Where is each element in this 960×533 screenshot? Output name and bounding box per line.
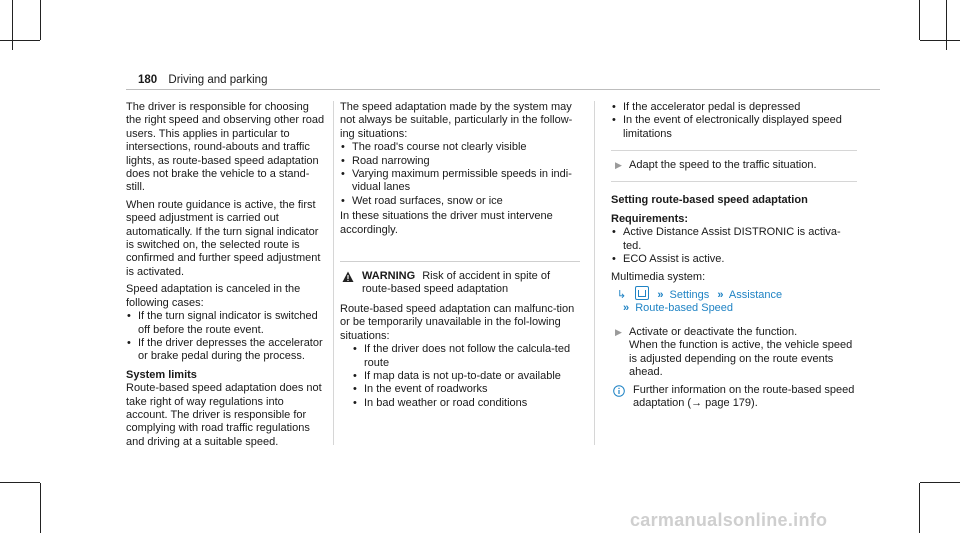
step-detail: When the function is active, the vehicle speed is adjusted depending on the route events ahead. bbox=[629, 339, 853, 379]
warning-box bbox=[340, 261, 580, 410]
info-icon bbox=[613, 385, 625, 397]
menu-path-item: Assistance bbox=[728, 289, 783, 302]
column-left bbox=[126, 101, 326, 453]
list-item: • If map data is not up-to-date or available bbox=[352, 370, 580, 383]
section-title: Driving and parking bbox=[168, 74, 268, 86]
list-item: • Varying maximum permissible speeds in indi-vidual lanes bbox=[340, 168, 580, 195]
crop-mark bbox=[919, 0, 920, 40]
list-item: • In the event of roadworks bbox=[352, 383, 580, 396]
step-arrow-icon: ▶ bbox=[615, 326, 622, 337]
column-middle bbox=[340, 101, 580, 410]
list-item: • In the event of electronically displayed speed limitations bbox=[611, 114, 857, 141]
separator bbox=[611, 150, 857, 151]
chevron-icon: » bbox=[717, 289, 724, 302]
step-arrow-icon: ▶ bbox=[615, 160, 622, 171]
column-divider bbox=[594, 101, 595, 445]
column-right bbox=[611, 101, 857, 410]
list-item: • Road narrowing bbox=[340, 155, 580, 168]
page-reference-link[interactable]: → page 179 bbox=[691, 396, 752, 409]
watermark: carmanualsonline.info bbox=[630, 510, 828, 530]
home-icon bbox=[635, 286, 649, 300]
list-item: • Wet road surfaces, snow or ice bbox=[340, 195, 580, 208]
list-item: • In bad weather or road conditions bbox=[352, 397, 580, 410]
multimedia-label: Multimedia system: bbox=[611, 270, 706, 283]
list-item: • Active Distance Assist DISTRONIC is activa-ted. bbox=[611, 226, 857, 253]
crop-mark bbox=[946, 0, 947, 50]
crop-mark bbox=[40, 0, 41, 40]
crop-mark bbox=[0, 482, 40, 483]
chevron-icon: » bbox=[623, 302, 630, 315]
list-item: • If the driver does not follow the calcula-ted route bbox=[352, 343, 580, 370]
return-arrow-icon: ↳ bbox=[617, 289, 627, 302]
crop-mark bbox=[920, 482, 960, 483]
list-item: • If the driver depresses the accelerator or brake pedal during the process. bbox=[126, 337, 326, 364]
paragraph: When route guidance is active, the first speed adjustment is carried out automatically. If the turn signal indicator is switched on, the selected route is confirmed and further speed adjustment is activated. bbox=[126, 198, 321, 278]
paragraph: Speed adaptation is canceled in the following cases: bbox=[126, 283, 301, 309]
paragraph: The driver is responsible for choosing the right speed and observing other road users. This applies in particular to intersections, round-abouts and traffic lights, as route-based speed adaptation does not brake the vehicle to a stand-still. bbox=[126, 101, 325, 194]
page-number: 180 bbox=[138, 74, 158, 86]
crop-mark bbox=[0, 40, 40, 41]
note-text: Further information on the route-based speed adaptation ( bbox=[633, 383, 855, 409]
warning-title: Risk of accident in spite of route-based speed adaptation bbox=[362, 270, 551, 296]
crop-mark bbox=[920, 40, 960, 41]
section-heading: Setting route-based speed adaptation bbox=[611, 193, 808, 206]
crop-mark bbox=[919, 483, 920, 533]
page-header bbox=[138, 74, 267, 86]
warning-header bbox=[340, 270, 580, 297]
column-divider bbox=[333, 101, 334, 445]
requirements-label: Requirements: bbox=[611, 213, 689, 226]
menu-path-item: Settings bbox=[669, 289, 710, 302]
step-text: Activate or deactivate the function. bbox=[629, 325, 798, 338]
list-item: • If the accelerator pedal is depressed bbox=[611, 101, 857, 114]
instruction-step bbox=[611, 159, 857, 172]
warning-list bbox=[340, 343, 580, 410]
crop-mark bbox=[40, 483, 41, 533]
system-limits-heading: System limits bbox=[126, 368, 197, 381]
paragraph: The speed adaptation made by the system may not always be suitable, particularly in the follow-ing situations: bbox=[340, 101, 573, 140]
crop-mark bbox=[12, 0, 13, 50]
warning-triangle-icon bbox=[342, 271, 354, 283]
paragraph: Route-based speed adaptation does not take right of way regulations into account. The driver is responsible for complying with road traffic regulations and driving at a suitable speed. bbox=[126, 382, 322, 448]
chevron-icon: » bbox=[657, 289, 664, 302]
list-item: • If the turn signal indicator is switched off before the route event. bbox=[126, 310, 326, 337]
instruction-step bbox=[611, 326, 857, 380]
list-item: • ECO Assist is active. bbox=[611, 253, 857, 266]
warning-body: Route-based speed adaptation can malfunc-tion or be temporarily unavailable in the fol-lowing situations: bbox=[340, 302, 575, 342]
header-rule bbox=[126, 89, 880, 90]
step-text: Adapt the speed to the traffic situation. bbox=[629, 159, 817, 172]
menu-path-item: Route-based Speed bbox=[635, 302, 734, 315]
menu-path bbox=[611, 286, 857, 316]
paragraph: In these situations the driver must intervene accordingly. bbox=[340, 210, 553, 236]
note-text-end: ). bbox=[751, 396, 758, 409]
list-item: • The road's course not clearly visible bbox=[340, 141, 580, 154]
warning-label: WARNING bbox=[362, 270, 416, 283]
separator bbox=[611, 181, 857, 182]
note bbox=[611, 384, 857, 411]
